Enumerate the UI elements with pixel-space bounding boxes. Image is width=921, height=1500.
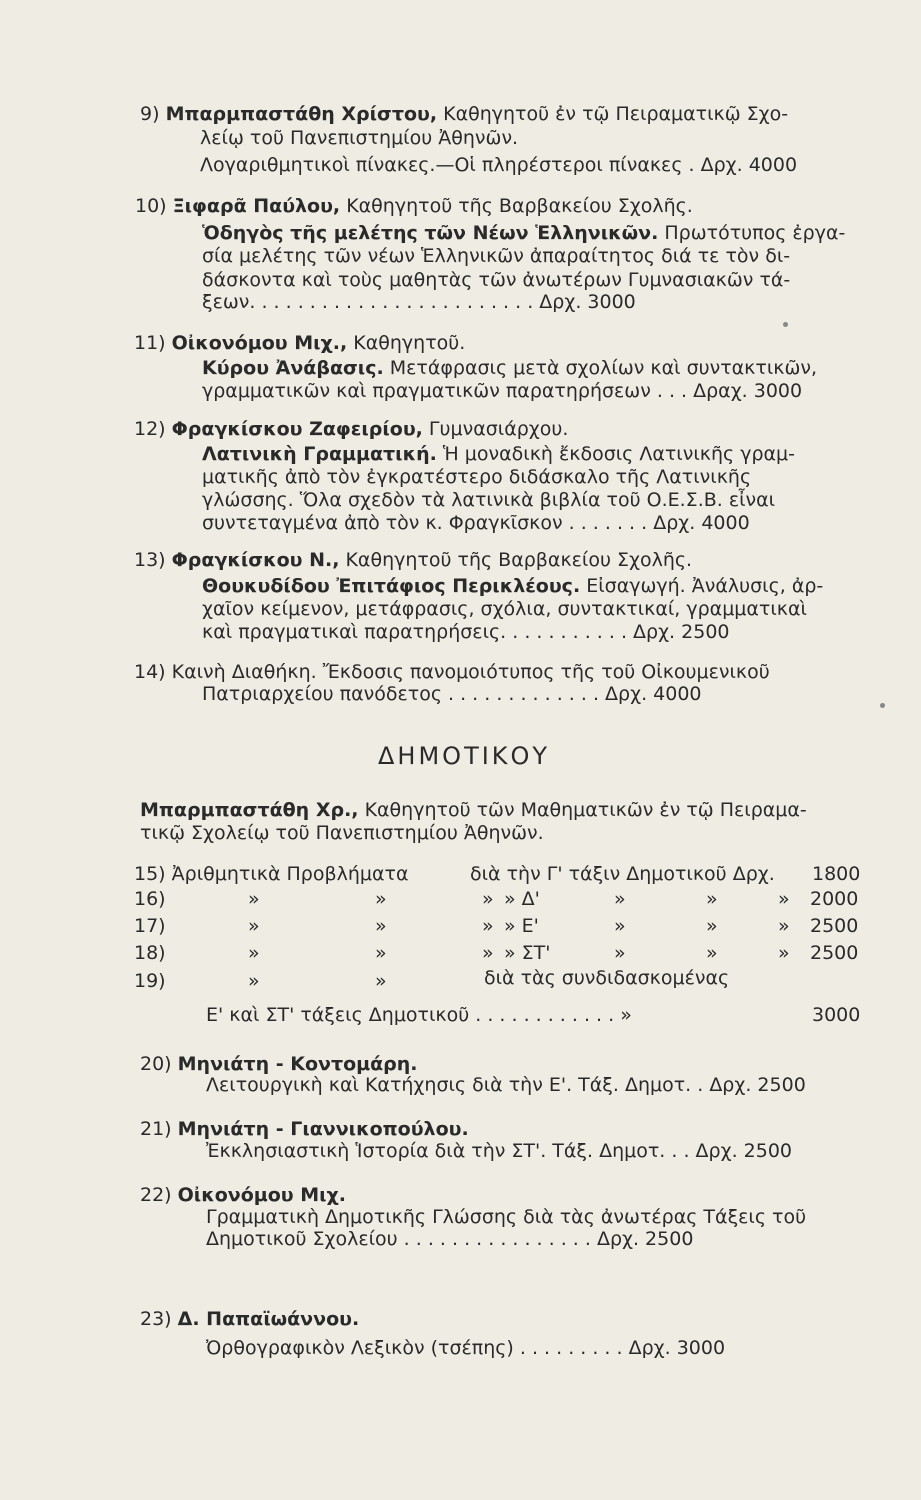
entry-23-line-1 xyxy=(140,1307,359,1331)
row-18-price: 2500 xyxy=(810,942,859,964)
entry-12-line-5: συντεταγμένα ἀπὸ τὸν κ. Φραγκῖσκον . . . . . . . Δρχ. 4000 xyxy=(202,512,750,534)
entry-12-line-2 xyxy=(202,442,795,466)
entry-author: Δ. Παπαϊωάννου. xyxy=(177,1308,360,1330)
entry-text: Μετάφρασις μετὰ σχολίων καὶ συντακτικῶν, xyxy=(389,357,818,379)
entry-22-line-2: Γραμματικὴ Δημοτικῆς Γλώσσης διὰ τὰς ἀνωτέρας Τάξεις τοῦ xyxy=(206,1206,807,1228)
row-17-num: 17) xyxy=(134,915,166,937)
entry-9-line-3: Λογαριθμητικοὶ πίνακες.—Οἱ πληρέστεροι πίνακες . Δρχ. 4000 xyxy=(200,154,798,176)
paper-speck xyxy=(880,703,885,708)
entry-number: 20) xyxy=(140,1053,172,1075)
row-17-ditto-3: » xyxy=(482,915,494,937)
row-18-grade: » ΣΤ' xyxy=(504,942,551,964)
entry-number: 22) xyxy=(140,1184,172,1206)
entry-author: Ξιφαρᾶ Παύλου, xyxy=(172,195,341,217)
entry-22-line-1 xyxy=(140,1183,346,1207)
section-author-text: Καθηγητοῦ τῶν Μαθηματικῶν ἐν τῷ Πειραμα- xyxy=(364,799,807,821)
row-16-ditto-2: » xyxy=(375,888,387,910)
entry-text: Πρωτότυπος ἐργα- xyxy=(664,222,846,244)
entry-12-line-4: γλώσσης. Ὅλα σχεδὸν τὰ λατινικὰ βιβλία τοῦ Ο.Ε.Σ.Β. εἶναι xyxy=(202,489,776,511)
entry-13-line-4: καὶ πραγματικαὶ παρατηρήσεις. . . . . . . . . . . Δρχ. 2500 xyxy=(202,621,730,643)
row-17-price: 2500 xyxy=(810,915,859,937)
entry-text: Καθηγητοῦ. xyxy=(353,332,466,354)
entry-number: 12) xyxy=(134,418,166,440)
entry-title: Κύρου Ἀνάβασις. xyxy=(202,357,384,379)
row-19-ditto-1: » xyxy=(248,970,260,992)
row-18-num: 18) xyxy=(134,942,166,964)
entry-10-line-5: ξεων. . . . . . . . . . . . . . . . . . . . . . . . Δρχ. 3000 xyxy=(202,291,636,313)
entry-number: 9) xyxy=(140,103,160,125)
entry-10-line-3: σία μελέτης τῶν νέων Ἑλληνικῶν ἀπαραίτητος διά τε τὸν δι- xyxy=(202,245,791,267)
entry-text: Καθηγητοῦ ἐν τῷ Πειραματικῷ Σχο- xyxy=(443,103,789,125)
entry-text: Καθηγητοῦ τῆς Βαρβακείου Σχολῆς. xyxy=(346,195,693,217)
row-16-ditto-4: » xyxy=(614,888,626,910)
entry-text: Γυμνασιάρχου. xyxy=(428,418,569,440)
row-16-price: 2000 xyxy=(810,888,859,910)
row-19-line-2: Ε' καὶ ΣΤ' τάξεις Δημοτικοῦ . . . . . . . . . . . . » xyxy=(206,1004,632,1026)
entry-23-line-2: Ὀρθογραφικὸν Λεξικὸν (τσέπης) . . . . . . . . . Δρχ. 3000 xyxy=(206,1337,726,1359)
entry-author: Φραγκίσκου Ν., xyxy=(171,549,340,571)
entry-11-line-3: γραμματικῶν καὶ πραγματικῶν παρατηρήσεων . . . Δραχ. 3000 xyxy=(202,380,803,402)
row-18-ditto-6: » xyxy=(778,942,790,964)
entry-text: Ἡ μοναδικὴ ἔκδοσις Λατινικῆς γραμ- xyxy=(442,443,795,465)
row-15-desc xyxy=(470,862,775,886)
entry-22-line-3: Δημοτικοῦ Σχολείου . . . . . . . . . . . . . . . . Δρχ. 2500 xyxy=(206,1228,694,1250)
row-18-ditto-1: » xyxy=(248,942,260,964)
row-number: 15) xyxy=(134,863,166,885)
entry-9-line-1 xyxy=(140,102,788,126)
paper-speck xyxy=(783,322,788,327)
entry-text: Ἔκδοσις πανομοιότυπος τῆς τοῦ Οἰκουμενικοῦ xyxy=(322,661,770,683)
entry-12-line-1 xyxy=(134,417,568,441)
entry-10-line-4: δάσκοντα καὶ τοὺς μαθητὰς τῶν ἀνωτέρων Γυμνασιακῶν τά- xyxy=(202,269,791,291)
entry-13-line-3: χαῖον κείμενον, μετάφρασις, σχόλια, συντακτικαί, γραμματικαὶ xyxy=(202,598,807,620)
entry-21-line-2: Ἐκκλησιαστικὴ Ἱστορία διὰ τὴν ΣΤ'. Τάξ. Δημοτ. . . Δρχ. 2500 xyxy=(206,1140,793,1162)
row-17-ditto-2: » xyxy=(375,915,387,937)
row-desc: διὰ τὴν Γ' τάξιν Δημοτικοῦ xyxy=(470,863,727,885)
entry-11-line-2 xyxy=(202,356,817,380)
row-currency: Δρχ. xyxy=(732,863,775,885)
entry-author: Μηνιάτη - Κοντομάρη. xyxy=(177,1053,418,1075)
row-16-ditto-3: » xyxy=(482,888,494,910)
row-19-num: 19) xyxy=(134,970,166,992)
entry-13-line-2 xyxy=(202,574,823,598)
row-15 xyxy=(134,862,408,886)
entry-title: Θουκυδίδου Ἐπιτάφιος Περικλέους. xyxy=(202,575,581,597)
entry-title: Λατινικὴ Γραμματική. xyxy=(202,443,437,465)
row-19-desc: διὰ τὰς συνδιδασκομένας xyxy=(484,967,730,989)
row-16-ditto-6: » xyxy=(778,888,790,910)
entry-20-line-2: Λειτουργικὴ καὶ Κατήχησις διὰ τὴν Ε'. Τάξ. Δημοτ. . Δρχ. 2500 xyxy=(206,1074,806,1096)
section-author: Μπαρμπαστάθη Χρ., xyxy=(140,799,359,821)
entry-number: 11) xyxy=(134,332,166,354)
row-16-ditto-1: » xyxy=(248,888,260,910)
entry-title: Καινὴ Διαθήκη. xyxy=(171,661,317,683)
row-title: Ἀριθμητικὰ Προβλήματα xyxy=(171,863,409,885)
entry-12-line-3: ματικῆς ἀπὸ τὸν ἐγκρατέστερο διδάσκαλο τῆς Λατινικῆς xyxy=(202,466,752,488)
entry-text: Εἰσαγωγή. Ἀνάλυσις, ἀρ- xyxy=(586,575,824,597)
row-16-grade: » Δ' xyxy=(504,888,540,910)
section-author-line-1 xyxy=(140,798,807,822)
entry-14-line-2: Πατριαρχείου πανόδετος . . . . . . . . . . . . . Δρχ. 4000 xyxy=(202,683,702,705)
row-17-ditto-6: » xyxy=(778,915,790,937)
entry-text: Καθηγητοῦ τῆς Βαρβακείου Σχολῆς. xyxy=(345,549,693,571)
entry-author: Μηνιάτη - Γιαννικοπούλου. xyxy=(177,1118,469,1140)
entry-title: Ὁδηγὸς τῆς μελέτης τῶν Νέων Ἑλληνικῶν. xyxy=(202,222,659,244)
section-heading: ΔΗΜΟΤΙΚΟΥ xyxy=(378,742,551,770)
entry-21-line-1 xyxy=(140,1117,469,1141)
row-17-ditto-5: » xyxy=(706,915,718,937)
row-19-ditto-2: » xyxy=(375,970,387,992)
entry-11-line-1 xyxy=(134,331,465,355)
entry-author: Οἰκονόμου Μιχ. xyxy=(177,1184,347,1206)
entry-author: Οἰκονόμου Μιχ., xyxy=(171,332,348,354)
row-19-price: 3000 xyxy=(812,1004,861,1026)
entry-9-line-2: λείῳ τοῦ Πανεπιστημίου Ἀθηνῶν. xyxy=(200,127,519,149)
entry-number: 13) xyxy=(134,549,166,571)
entry-10-line-1 xyxy=(135,194,693,218)
row-15-price: 1800 xyxy=(812,863,861,885)
row-16-ditto-5: » xyxy=(706,888,718,910)
section-author-line-2: τικῷ Σχολείῳ τοῦ Πανεπιστημίου Ἀθηνῶν. xyxy=(140,822,544,844)
row-18-ditto-5: » xyxy=(706,942,718,964)
row-17-ditto-4: » xyxy=(614,915,626,937)
entry-number: 21) xyxy=(140,1118,172,1140)
entry-number: 14) xyxy=(134,661,166,683)
entry-number: 23) xyxy=(140,1308,172,1330)
entry-author: Μπαρμπαστάθη Χρίστου, xyxy=(165,103,438,125)
entry-10-line-2 xyxy=(202,221,845,245)
row-18-ditto-4: » xyxy=(614,942,626,964)
row-17-grade: » Ε' xyxy=(504,915,539,937)
row-17-ditto-1: » xyxy=(248,915,260,937)
row-18-ditto-3: » xyxy=(482,942,494,964)
entry-14-line-1 xyxy=(134,660,770,684)
row-16-num: 16) xyxy=(134,888,166,910)
entry-author: Φραγκίσκου Ζαφειρίου, xyxy=(171,418,423,440)
entry-13-line-1 xyxy=(134,548,692,572)
row-18-ditto-2: » xyxy=(375,942,387,964)
entry-number: 10) xyxy=(135,195,167,217)
